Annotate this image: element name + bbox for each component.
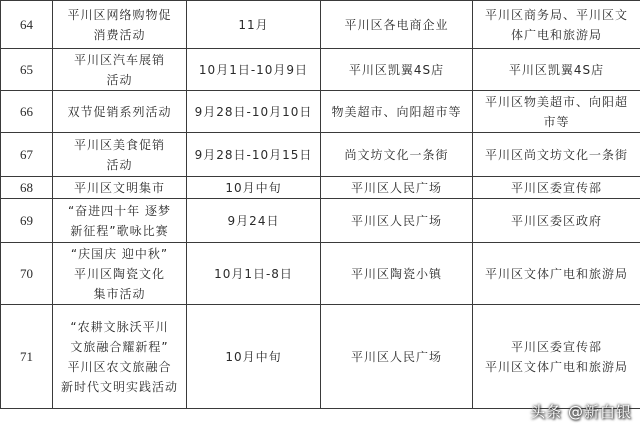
organizer-line: 平川区委区政府 — [510, 213, 602, 228]
organizer-line: 体广电和旅游局 — [510, 27, 602, 42]
organizer-line: 平川区尚文坊文化一条街 — [484, 147, 628, 162]
activity-line: “奋进四十年 逐梦 — [67, 203, 172, 218]
activity-line: 双节促销系列活动 — [67, 104, 172, 119]
table-row — [1, 1, 640, 49]
activity-line: 平川区美食促销 — [73, 137, 165, 152]
cell-venue — [321, 1, 473, 49]
activity-line: 平川区农文旅融合 — [67, 359, 172, 374]
table-row — [1, 199, 640, 243]
cell-time — [187, 305, 321, 409]
table-row — [1, 91, 640, 133]
time-line: 9月28日-10月15日 — [194, 147, 313, 162]
cell-time — [187, 243, 321, 305]
table-row — [1, 177, 640, 199]
cell-venue — [321, 49, 473, 91]
time-line: 10月中旬 — [225, 180, 282, 195]
time-line: 10月1日-8日 — [214, 266, 293, 281]
cell-venue — [321, 243, 473, 305]
cell-time — [187, 133, 321, 177]
cell-num: 65 — [1, 49, 53, 91]
time-line: 10月1日-10月9日 — [198, 62, 309, 77]
activity-line: “庆国庆 迎中秋” — [70, 246, 169, 261]
organizer-line: 平川区委宣传部 — [510, 180, 602, 195]
cell-activity — [53, 199, 187, 243]
cell-activity — [53, 177, 187, 199]
cell-organizer — [473, 305, 640, 409]
cell-venue — [321, 305, 473, 409]
organizer-line: 平川区凯翼4S店 — [508, 62, 605, 77]
activity-line: 平川区陶瓷文化 — [73, 266, 165, 281]
cell-activity — [53, 305, 187, 409]
table-row — [1, 243, 640, 305]
table-row — [1, 305, 640, 409]
venue-line: 尚文坊文化一条街 — [344, 147, 449, 162]
organizer-line: 平川区物美超市、向阳超 — [484, 94, 628, 109]
cell-activity — [53, 1, 187, 49]
cell-num: 69 — [1, 199, 53, 243]
activity-line: 平川区文明集市 — [73, 180, 165, 195]
cell-venue — [321, 133, 473, 177]
cell-num: 70 — [1, 243, 53, 305]
cell-organizer — [473, 177, 640, 199]
cell-num: 67 — [1, 133, 53, 177]
organizer-line: 平川区文体广电和旅游局 — [484, 266, 628, 281]
cell-organizer — [473, 91, 640, 133]
cell-time — [187, 177, 321, 199]
organizer-line: 平川区委宣传部 — [510, 339, 602, 354]
watermark-text: 头条 @新白银 — [530, 403, 632, 421]
cell-time — [187, 1, 321, 49]
cell-organizer — [473, 199, 640, 243]
venue-line: 平川区人民广场 — [350, 349, 442, 364]
cell-num: 64 — [1, 1, 53, 49]
activity-line: 活动 — [106, 72, 133, 87]
cell-activity — [53, 243, 187, 305]
venue-line: 平川区人民广场 — [350, 213, 442, 228]
activity-line: 新征程”歌咏比赛 — [70, 223, 169, 238]
time-line: 9月24日 — [227, 213, 280, 228]
organizer-line: 市等 — [543, 114, 570, 129]
venue-line: 物美超市、向阳超市等 — [331, 104, 462, 119]
cell-organizer — [473, 133, 640, 177]
cell-num: 66 — [1, 91, 53, 133]
activity-line: 文旅融合耀新程” — [70, 339, 169, 354]
table-row — [1, 133, 640, 177]
time-line: 10月中旬 — [225, 349, 282, 364]
activity-line: “农耕文脉沃平川 — [70, 319, 169, 334]
time-line: 9月28日-10月10日 — [194, 104, 313, 119]
venue-line: 平川区陶瓷小镇 — [350, 266, 442, 281]
time-line: 11月 — [238, 17, 269, 32]
cell-venue — [321, 91, 473, 133]
cell-organizer — [473, 49, 640, 91]
organizer-line: 平川区商务局、平川区文 — [484, 7, 628, 22]
venue-line: 平川区各电商企业 — [344, 17, 449, 32]
activity-line: 平川区网络购物促 — [67, 7, 172, 22]
cell-time — [187, 49, 321, 91]
cell-activity — [53, 133, 187, 177]
activity-line: 消费活动 — [93, 27, 146, 42]
cell-num: 68 — [1, 177, 53, 199]
cell-organizer — [473, 243, 640, 305]
organizer-line: 平川区文体广电和旅游局 — [484, 359, 628, 374]
activity-line: 活动 — [106, 157, 133, 172]
venue-line: 平川区凯翼4S店 — [348, 62, 445, 77]
cell-time — [187, 199, 321, 243]
cell-activity — [53, 49, 187, 91]
table-row — [1, 49, 640, 91]
activity-line: 新时代文明实践活动 — [60, 379, 178, 394]
cell-activity — [53, 91, 187, 133]
venue-line: 平川区人民广场 — [350, 180, 442, 195]
cell-organizer — [473, 1, 640, 49]
cell-num: 71 — [1, 305, 53, 409]
activity-line: 集市活动 — [93, 286, 146, 301]
activity-line: 平川区汽车展销 — [73, 52, 165, 67]
cell-venue — [321, 199, 473, 243]
cell-venue — [321, 177, 473, 199]
cell-time — [187, 91, 321, 133]
